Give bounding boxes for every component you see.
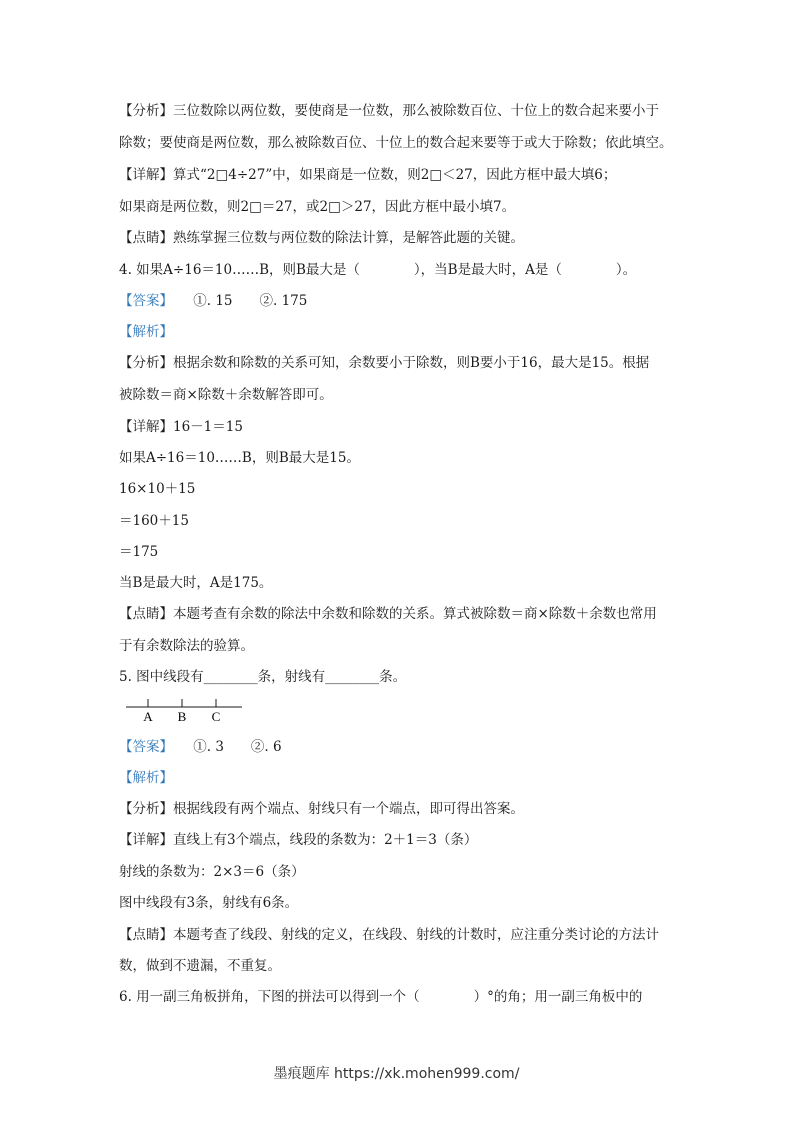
explanation-label: 【解析】 <box>119 770 173 786</box>
line-diagram <box>124 696 244 726</box>
analysis-line: 【分析】三位数除以两位数，要使商是一位数，那么被除数百位、十位上的数合起来要小于 <box>119 103 659 119</box>
answer-value: ①. 15 ②. 175 <box>166 293 308 309</box>
comment-line: 于有余数除法的验算。 <box>119 638 254 654</box>
detail-line: 【详解】直线上有3个端点，线段的条数为：2＋1＝3（条） <box>119 832 478 848</box>
answer-line <box>119 738 282 756</box>
detail-line: 【详解】16－1＝15 <box>119 419 243 435</box>
calc-line: ＝160＋15 <box>119 513 189 529</box>
analysis-line: 【分析】根据余数和除数的关系可知，余数要小于除数，则B要小于16，最大是15。根据 <box>119 355 650 371</box>
answer-label: 【答案】 <box>119 739 167 755</box>
comment-line: 数，做到不遗漏，不重复。 <box>119 958 281 974</box>
detail-line: 【详解】算式“2□4÷27”中，如果商是一位数，则2□＜27，因此方框中最大填6； <box>119 167 617 183</box>
analysis-line: 被除数＝商×除数＋余数解答即可。 <box>119 387 333 403</box>
analysis-line: 【分析】根据线段有两个端点、射线只有一个端点，即可得出答案。 <box>119 801 524 817</box>
point-a-label: A <box>143 709 153 724</box>
detail-line: 射线的条数为：2×3＝6（条） <box>119 864 305 880</box>
question-4: 4. 如果A÷16＝10……B，则B最大是（ ），当B是最大时，A是（ ）。 <box>119 262 637 278</box>
footer-watermark: 墨痕题库 https://xk.mohen999.com/ <box>273 1066 520 1082</box>
point-b-label: B <box>177 709 187 724</box>
question-6: 6. 用一副三角板拼角，下图的拼法可以得到一个（ ）°的角；用一副三角板中的 <box>119 989 643 1005</box>
answer-value: ①. 3 ②. 6 <box>166 739 282 755</box>
comment-line: 【点睛】熟练掌握三位数与两位数的除法计算，是解答此题的关键。 <box>119 230 524 246</box>
detail-line: 如果A÷16＝10……B，则B最大是15。 <box>119 450 360 466</box>
answer-line <box>119 292 307 310</box>
detail-line: 如果商是两位数，则2□＝27，或2□＞27，因此方框中最小填7。 <box>119 199 516 215</box>
calc-line: ＝175 <box>119 544 159 560</box>
comment-line: 【点睛】本题考查有余数的除法中余数和除数的关系。算式被除数＝商×除数＋余数也常用 <box>119 606 657 622</box>
question-5: 5. 图中线段有________条，射线有________条。 <box>119 669 407 685</box>
explanation-label: 【解析】 <box>119 324 173 340</box>
answer-label: 【答案】 <box>119 293 167 309</box>
calc-line: 16×10＋15 <box>119 481 196 497</box>
point-c-label: C <box>211 709 221 724</box>
comment-line: 【点睛】本题考查了线段、射线的定义，在线段、射线的计数时，应注重分类讨论的方法计 <box>119 927 659 943</box>
analysis-line: 除数；要使商是两位数，那么被除数百位、十位上的数合起来要等于或大于除数；依此填空。 <box>119 135 673 151</box>
detail-line: 图中线段有3条，射线有6条。 <box>119 895 299 911</box>
detail-line: 当B是最大时，A是175。 <box>119 575 273 591</box>
